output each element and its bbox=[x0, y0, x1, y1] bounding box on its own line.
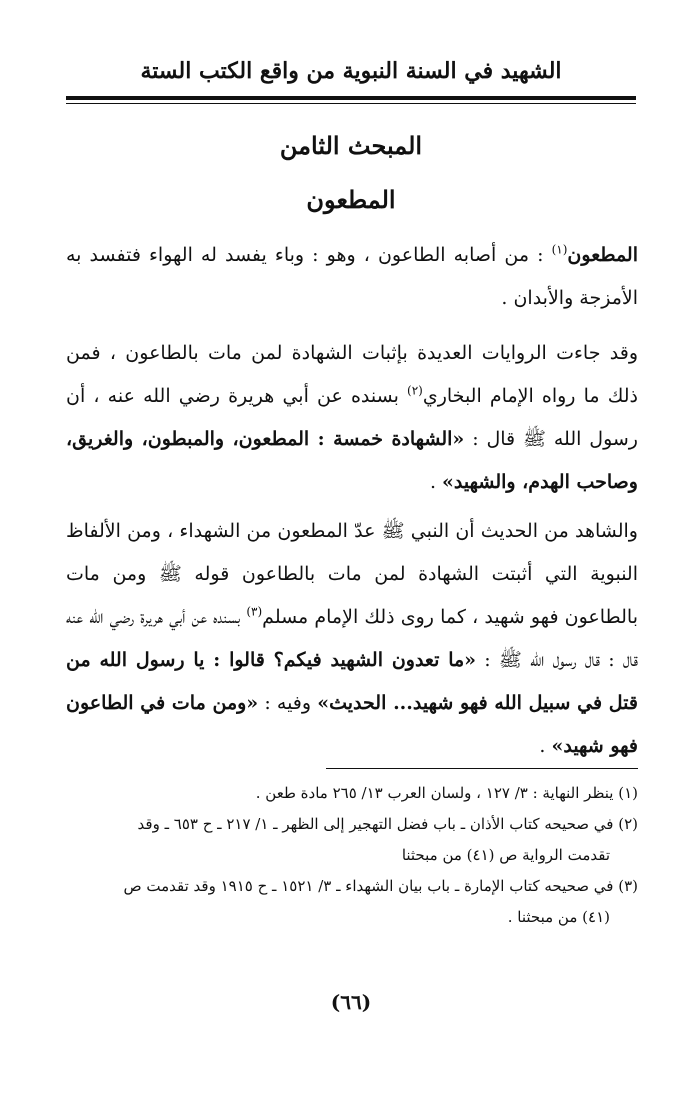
section-subheading: المطعون bbox=[306, 185, 396, 214]
paragraph-text: وفيه : bbox=[258, 692, 318, 714]
paragraph-text: بسنده عن أبي هريرة رضي الله عنه ، أن رسول الله ﷺ قال : bbox=[66, 385, 638, 450]
paragraph-bukhari bbox=[66, 332, 638, 504]
page-number: (٦٦) bbox=[330, 990, 372, 1014]
footnote-2: (٢) في صحيحه كتاب الأذان ـ باب فضل التهجير إلى الظهر ـ ١/ ٢١٧ ـ ح ٦٥٣ ـ وقد bbox=[137, 815, 638, 833]
footnote-ref-1: (١) bbox=[551, 242, 568, 257]
footnotes bbox=[66, 778, 638, 933]
paragraph-definition bbox=[66, 234, 638, 320]
paragraph-text: والشاهد من الحديث أن النبي ﷺ عدّ المطعون من الشهداء ، ومن الألفاظ النبوية التي أثبتت الشهادة لمن مات بالطاعون قوله ﷺ ومن مات بالطاعون فهو شهيد ، كما روى ذلك الإمام مسلم bbox=[66, 520, 639, 628]
section-heading: المبحث الثامن bbox=[279, 131, 423, 160]
paragraph-text: وقد جاءت الروايات العديدة بإثبات الشهادة لمن مات بالطاعون ، فمن ذلك ما رواه الإمام البخاري bbox=[66, 342, 639, 407]
hadith-quote: «ما تعدون الشهيد فيكم؟ قالوا : يا رسول الله من قتل في سبيل الله فهو شهيد... الحديث» bbox=[66, 649, 639, 714]
definition-text: : من أصابه الطاعون ، وهو : وباء يفسد له الهواء فتفسد به الأمزجة والأبدان . bbox=[66, 244, 638, 309]
paragraph-muslim bbox=[66, 510, 638, 768]
footnote-1: (١) ينظر النهاية : ٣/ ١٢٧ ، ولسان العرب ١٣/ ٢٦٥ مادة طعن . bbox=[255, 784, 638, 802]
footnote-3: (٣) في صحيحه كتاب الإمارة ـ باب بيان الشهداء ـ ٣/ ١٥٢١ ـ ح ١٩١٥ وقد تقدمت ص bbox=[123, 877, 638, 895]
hadith-quote: «الشهادة خمسة : المطعون، والمبطون، والغريق، وصاحب الهدم، والشهيد» bbox=[66, 428, 638, 493]
header-rule bbox=[66, 96, 636, 100]
header-rule-thin bbox=[66, 103, 636, 104]
running-header: الشهيد في السنة النبوية من واقع الكتب الستة bbox=[140, 58, 562, 84]
defined-term: المطعون bbox=[567, 244, 638, 266]
paragraph-end: . bbox=[539, 735, 552, 757]
footnote-ref-3: (٣) bbox=[246, 604, 263, 619]
hadith-quote: «ومن مات في الطاعون فهو شهيد» bbox=[66, 692, 638, 757]
paragraph-text: بسنده عن أبي هريرة رضي الله عنه قال : قال رسول الله ﷺ : bbox=[66, 606, 639, 671]
paragraph-end: . bbox=[429, 471, 443, 493]
footnote-ref-2: (٢) bbox=[407, 383, 423, 398]
footnote-2-continued: تقدمت الرواية ص (٤١) من مبحثنا bbox=[401, 846, 610, 864]
footnote-separator bbox=[326, 768, 638, 769]
footnote-3-continued: (٤١) من مبحثنا . bbox=[507, 908, 610, 926]
